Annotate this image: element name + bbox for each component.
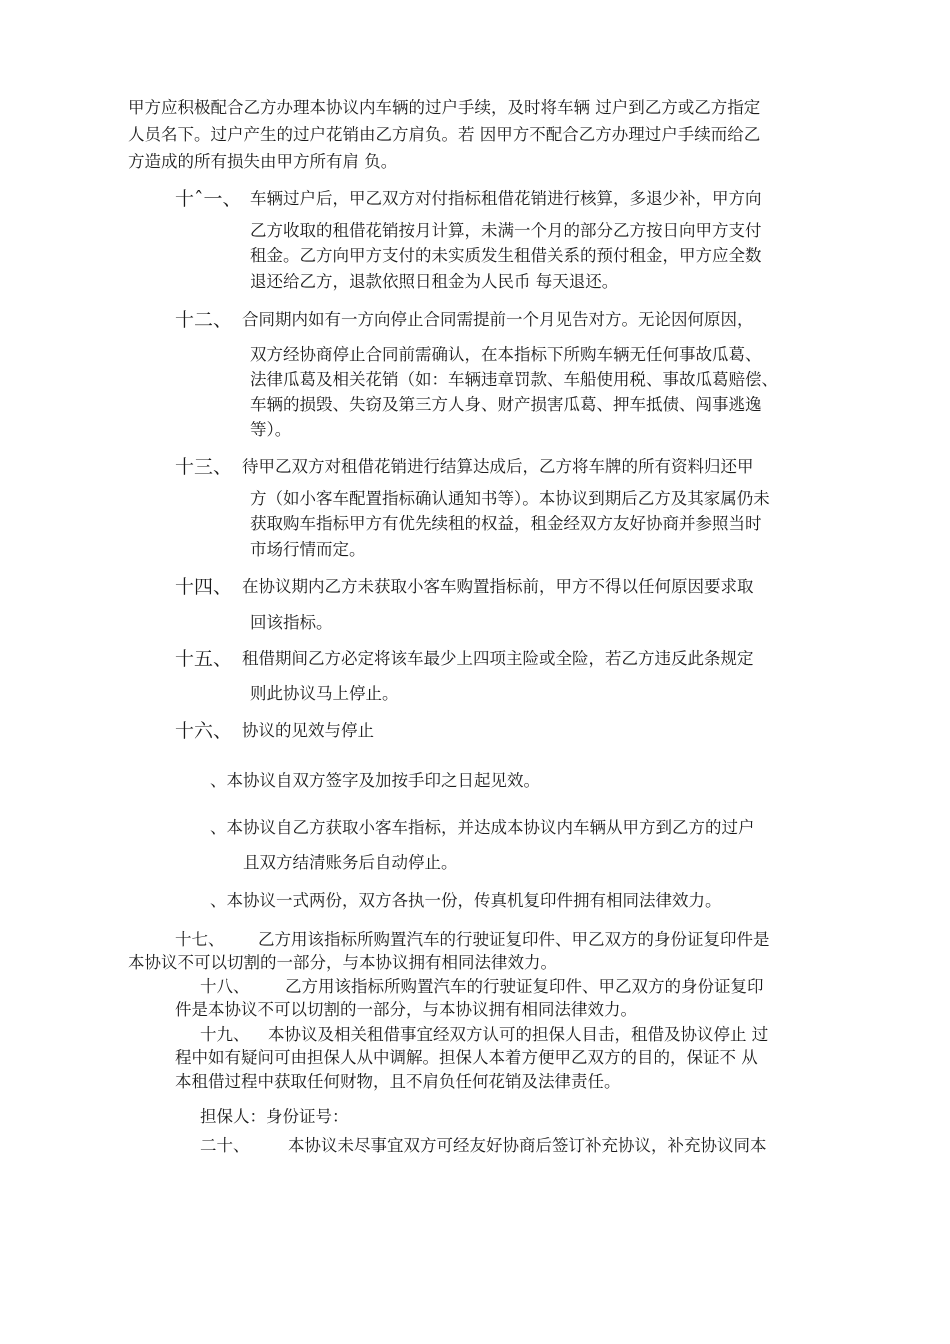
clause-11-line-4: 退还给乙方，退款依照日租金为人民币 每天退还。 (250, 272, 619, 291)
clause-15-line-1: 租借期间乙方必定将该车最少上四项主险或全险，若乙方违反此条规定 (242, 649, 754, 668)
clause-18-line-1: 乙方用该指标所购置汽车的行驶证复印件、甲乙双方的身份证复印 (285, 977, 764, 996)
clause-11-line-1: 车辆过户后，甲乙双方对付指标租借花销进行核算，多退少补，甲方向 (250, 189, 762, 208)
clause-15-number: 十五、 (175, 648, 233, 670)
clause-12-line-5: 等）。 (250, 420, 292, 439)
clause-11-line-3: 租金。乙方向甲方支付的未实质发生租借关系的预付租金，甲方应全数 (250, 246, 762, 265)
clause-19-line-2: 程中如有疑问可由担保人从中调解。担保人本着方便甲乙双方的目的，保证不 从 (175, 1048, 758, 1067)
clause-16-sub-2b: 且双方结清账务后自动停止。 (243, 853, 458, 872)
clause-12-number: 十二、 (175, 309, 233, 331)
clause-19-line-1: 本协议及相关租借事宜经双方认可的担保人目击，租借及协议停止 过 (268, 1025, 769, 1044)
clause-12-line-3: 法律瓜葛及相关花销（如：车辆违章罚款、车船使用税、事故瓜葛赔偿、 (250, 370, 778, 389)
clause-17-line-2: 本协议不可以切割的一部分，与本协议拥有相同法律效力。 (128, 953, 557, 972)
clause-16-sub-3: 、本协议一式两份，双方各执一份，传真机复印件拥有相同法律效力。 (210, 891, 722, 910)
clause-12-line-2: 双方经协商停止合同前需确认，在本指标下所购车辆无任何事故瓜葛、 (250, 345, 762, 364)
clause-13-line-4: 市场行情而定。 (250, 540, 366, 559)
intro-line-2: 人员名下。过户产生的过户花销由乙方肩负。若 因甲方不配合乙方办理过户手续而给乙 (128, 125, 761, 144)
clause-16-sub-2a: 、本协议自乙方获取小客车指标，并达成本协议内车辆从甲方到乙方的过户 (210, 818, 755, 837)
clause-12-line-1: 合同期内如有一方向停止合同需提前一个月见告对方。无论因何原因， (242, 310, 754, 329)
clause-18-number: 十八、 (200, 977, 250, 996)
clause-16-number: 十六、 (175, 720, 233, 742)
clause-19-line-3: 本租借过程中获取任何财物，且不肩负任何花销及法律责任。 (175, 1072, 621, 1091)
clause-14-line-2: 回该指标。 (250, 613, 333, 632)
clause-20-line-1: 本协议未尽事宜双方可经友好协商后签订补充协议，补充协议同本 (288, 1136, 767, 1155)
clause-20-number: 二十、 (200, 1136, 250, 1155)
clause-14-line-1: 在协议期内乙方未获取小客车购置指标前，甲方不得以任何原因要求取 (242, 577, 754, 596)
clause-11-number: 十ˆ一、 (175, 188, 242, 210)
clause-13-number: 十三、 (175, 456, 233, 478)
clause-15-line-2: 则此协议马上停止。 (250, 684, 399, 703)
clause-16-line-1: 协议的见效与停止 (242, 721, 374, 740)
guarantor-line: 担保人：身份证号： (200, 1107, 349, 1126)
clause-18-line-2: 件是本协议不可以切割的一部分，与本协议拥有相同法律效力。 (175, 1000, 637, 1019)
intro-line-3: 方造成的所有损失由甲方所有肩 负。 (128, 152, 398, 171)
clause-16-sub-1: 、本协议自双方签字及加按手印之日起见效。 (210, 771, 540, 790)
clause-17-number: 十七、 (175, 930, 225, 949)
clause-13-line-2: 方（如小客车配置指标确认通知书等）。本协议到期后乙方及其家属仍未 (250, 489, 770, 508)
clause-12-line-4: 车辆的损毁、失窃及第三方人身、财产损害瓜葛、押车抵债、闯事逃逸 (250, 395, 762, 414)
clause-11-line-2: 乙方收取的租借花销按月计算，未满一个月的部分乙方按日向甲方支付 (250, 221, 762, 240)
clause-13-line-1: 待甲乙双方对租借花销进行结算达成后，乙方将车牌的所有资料归还甲 (242, 457, 754, 476)
clause-17-line-1: 乙方用该指标所购置汽车的行驶证复印件、甲乙双方的身份证复印件是 (258, 930, 770, 949)
clause-13-line-3: 获取购车指标甲方有优先续租的权益，租金经双方友好协商并参照当时 (250, 514, 762, 533)
intro-line-1: 甲方应积极配合乙方办理本协议内车辆的过户手续，及时将车辆 过户到乙方或乙方指定 (128, 98, 761, 117)
clause-19-number: 十九、 (200, 1025, 250, 1044)
clause-14-number: 十四、 (175, 576, 233, 598)
